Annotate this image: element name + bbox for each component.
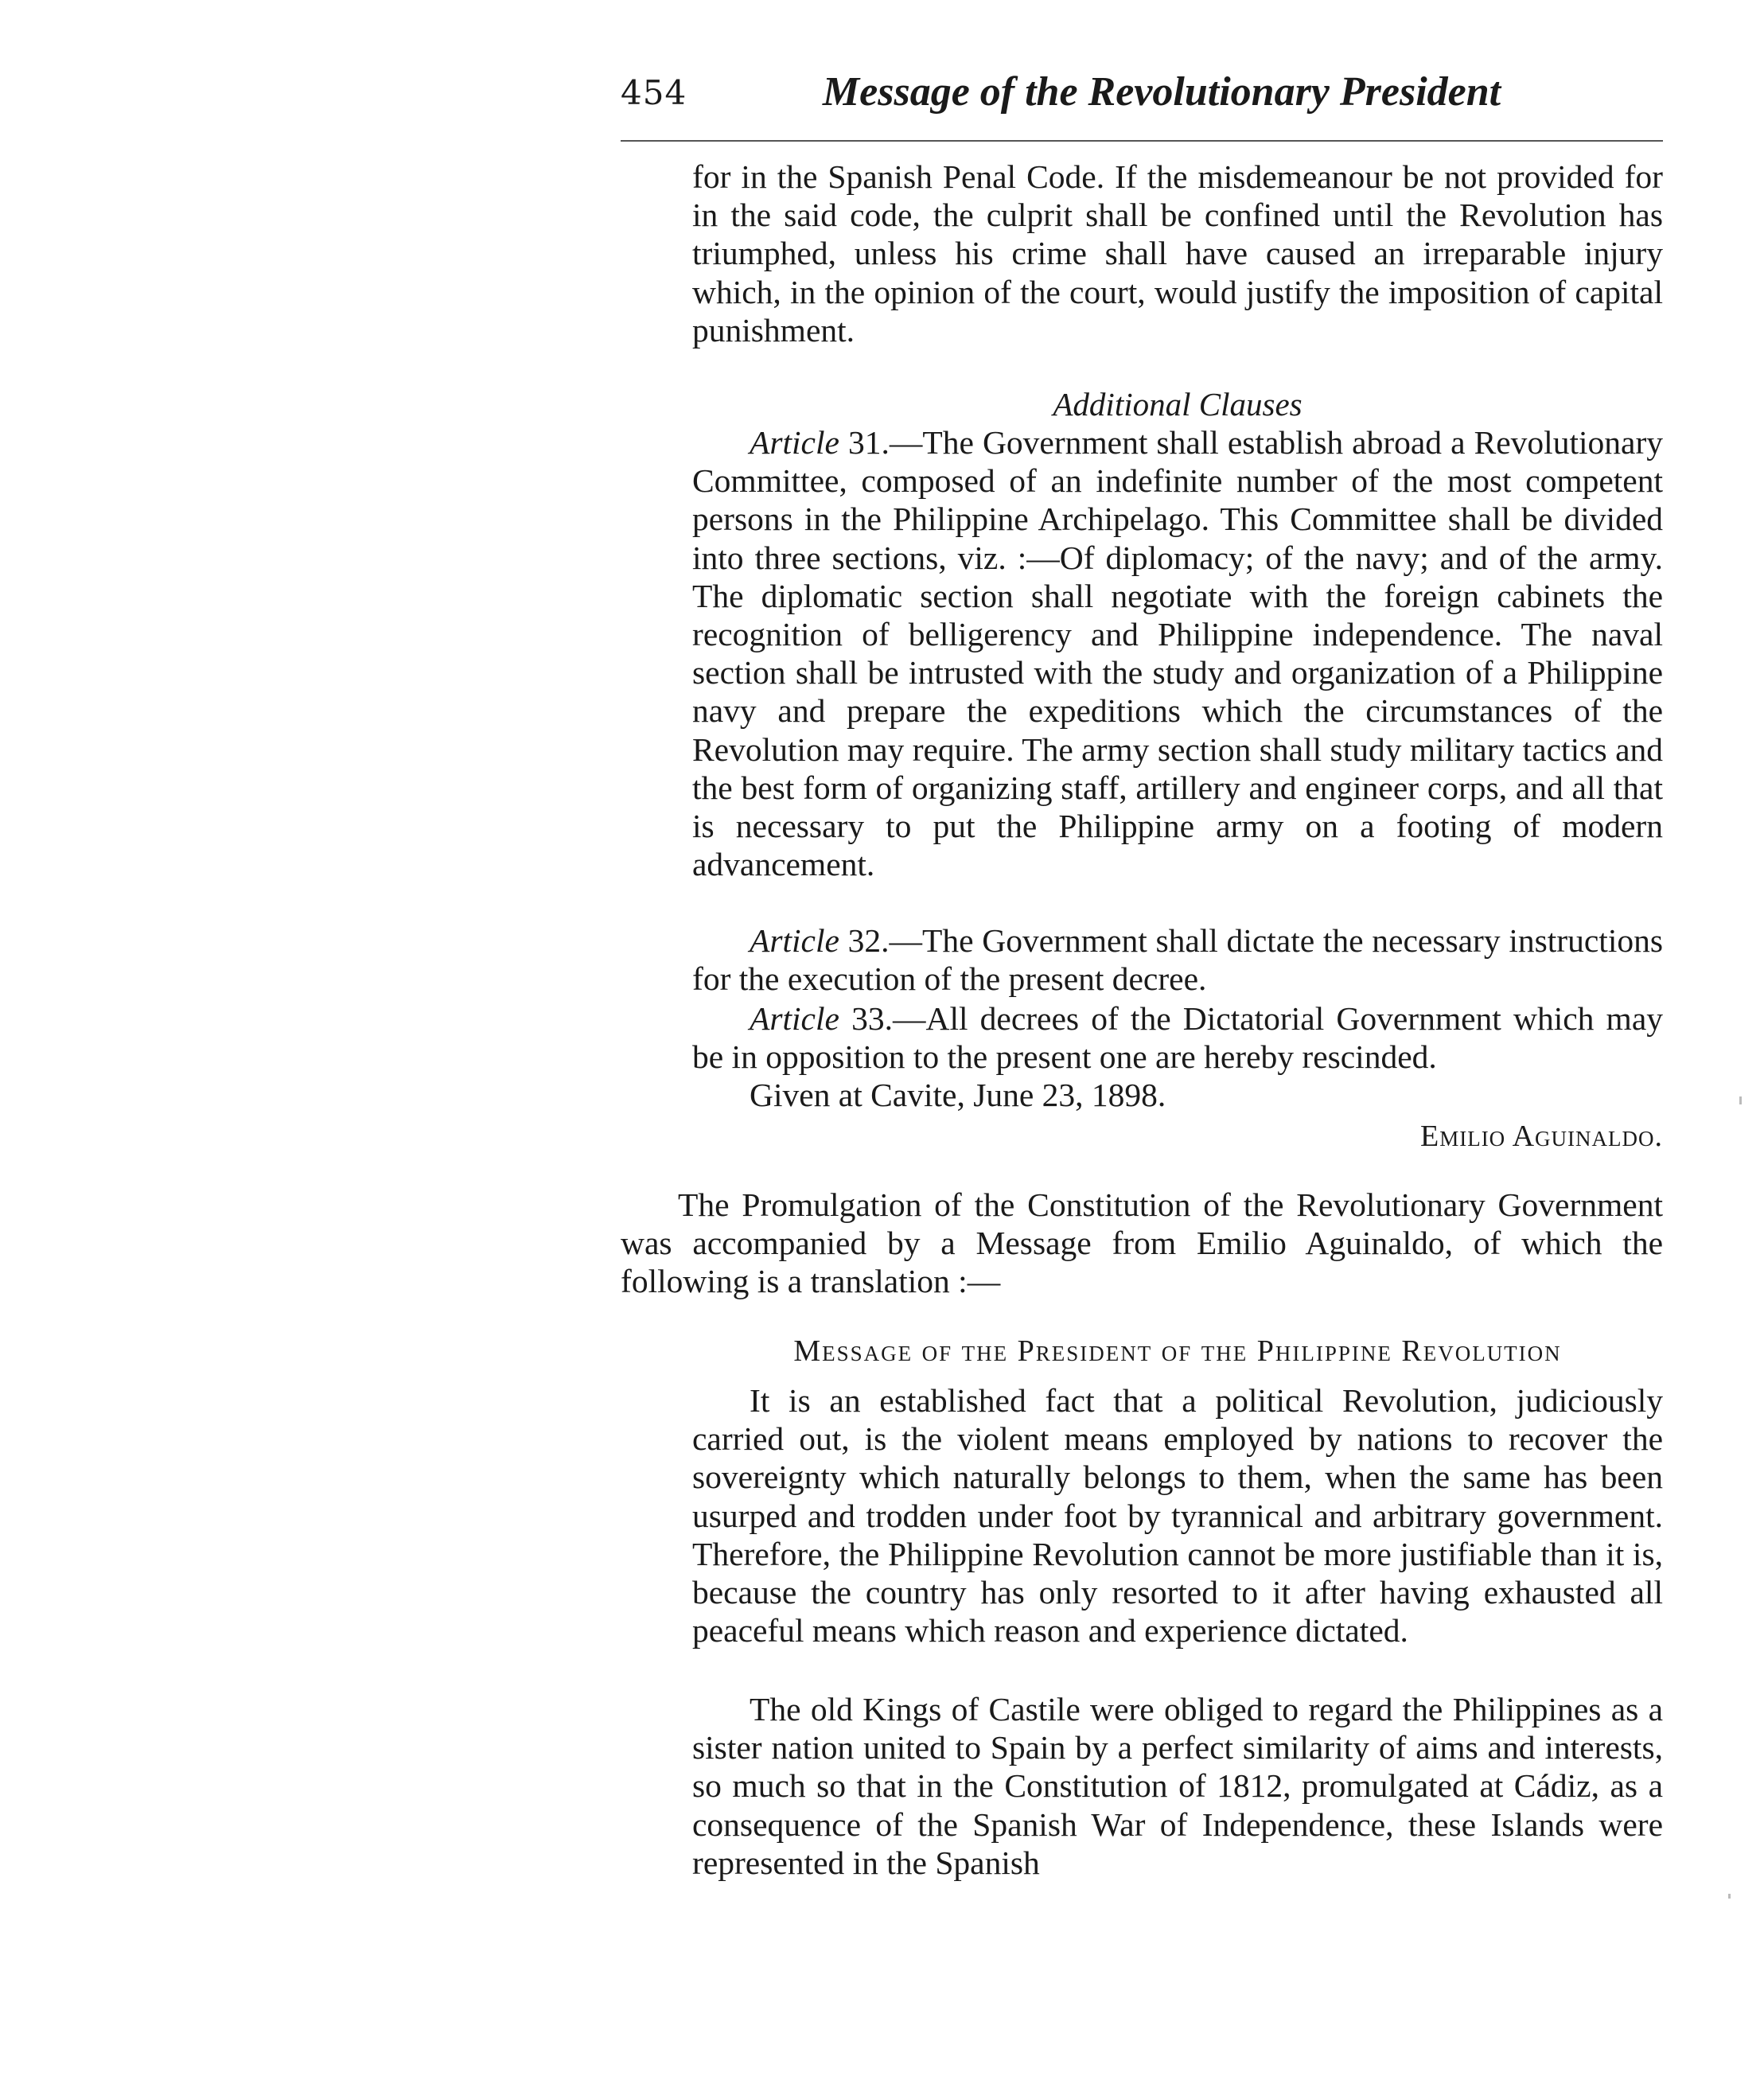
message-heading: Message of the President of the Philippine Revolution [793,1334,1562,1368]
running-title: Message of the Revolutionary President [822,69,1501,115]
scan-speck [1739,1096,1742,1104]
article-31-number: 31.— [839,424,923,461]
article-31-paragraph [692,423,1663,883]
article-32-label: Article [750,922,839,959]
article-32-text: The Government shall dictate the necessary instructions for the execution of the present decree. [692,922,1663,998]
running-head [621,69,1671,129]
article-31-text: The Government shall establish abroad a Revolutionary Committee, composed of an indefinite number of the most competent persons in the Philippine Archipelago. This Committee shall be divided into three sections, viz. :—Of diplomacy; of the navy; and of the army. The diplomatic section shall negotiate with the foreign cabinets the recognition of belligerency and Philippine independence. The naval section shall be intrusted with the study and organization of a Philippine navy and prepare the expeditions which the circumstances of the Revolution may require. The army section shall study military tactics and the best form of organizing staff, artillery and engineer corps, and all that is necessary to put the Philippine army on a footing of modern advancement. [692,424,1664,883]
given-at-line: Given at Cavite, June 23, 1898. [750,1077,1166,1113]
additional-clauses-heading: Additional Clauses [1053,386,1303,423]
scan-speck [1728,1894,1731,1899]
message-paragraph-1: It is an established fact that a political Revolution, judiciously carried out, is the violent means employed by nations to recover the sovereignty which naturally belongs to them, when the same has been usurped and trodden under foot by tyrannical and arbitrary government. Therefore, the Philippine Revolution cannot be more justifiable than it is, because the country has only resorted to it after having exhausted all peaceful means which reason and experience dictated. [692,1382,1663,1650]
header-rule [621,140,1663,142]
page-number: 454 [621,73,687,112]
article-32-paragraph [692,921,1663,998]
article-33-paragraph [692,999,1663,1076]
article-33-label: Article [750,1000,839,1037]
article-33-text: All decrees of the Dictatorial Government which may be in opposition to the present one are hereby rescinded. [692,1000,1663,1076]
article-33-number: 33.— [839,1000,926,1037]
continuation-paragraph: for in the Spanish Penal Code. If the misdemeanour be not provided for in the said code, the culprit shall be confined until the Revolution has triumphed, unless his crime shall have caused an irreparable injury which, in the opinion of the court, would justify the imposition of capital punishment. [692,158,1663,349]
message-paragraph-2: The old Kings of Castile were obliged to regard the Philippines as a sister nation united to Spain by a perfect similarity of aims and interests, so much so that in the Constitution of 1812, promulgated at Cádiz, as a consequence of the Spanish War of Independence, these Islands were represented in the Spanish [692,1691,1663,1881]
article-31-label: Article [750,424,839,461]
article-32-number: 32.— [839,922,923,959]
signature: Emilio Aguinaldo. [1419,1120,1663,1153]
intro-paragraph: The Promulgation of the Constitution of the Revolutionary Government was accompanied by a Message from Emilio Aguinaldo, of which the following is a translation :— [621,1186,1663,1300]
